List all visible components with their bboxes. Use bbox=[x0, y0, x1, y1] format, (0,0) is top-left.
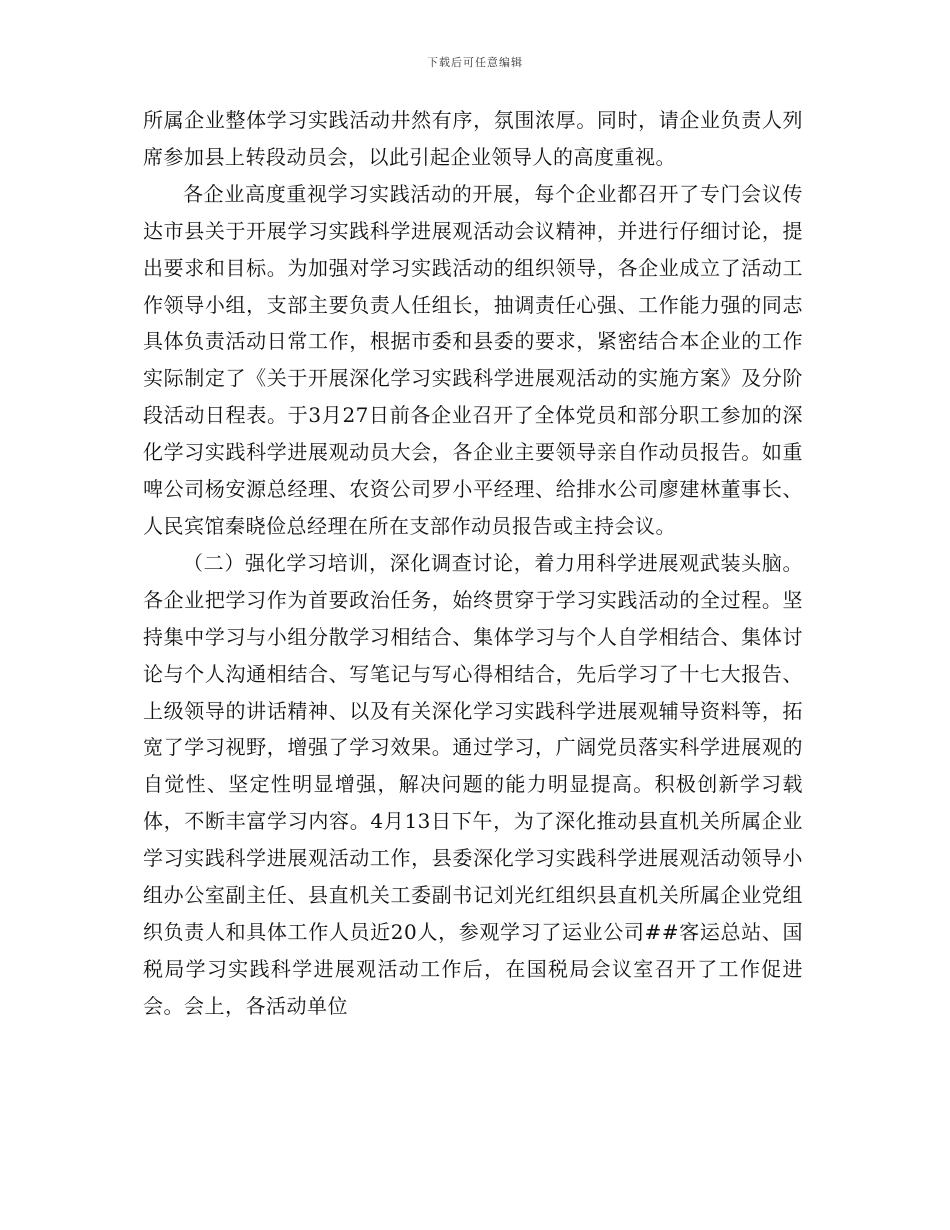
page-header: 下载后可任意编辑 bbox=[427, 56, 523, 69]
paragraph-1: 所属企业整体学习实践活动井然有序，氛围浓厚。同时，请企业负责人列席参加县上转段动员会，以此引起企业领导人的高度重视。 bbox=[143, 108, 803, 169]
document-body bbox=[143, 102, 803, 1025]
paragraph-2: 各企业高度重视学习实践活动的开展，每个企业都召开了专门会议传达市县关于开展学习实践科学进展观活动会议精神，并进行仔细讨论，提出要求和目标。为加强对学习实践活动的组织领导，各企业成立了活动工作领导小组，支部主要负责人任组长，抽调责任心强、工作能力强的同志具体负责活动日常工作，根据市委和县委的要求，紧密结合本企业的工作实际制定了《关于开展深化学习实践科学进展观活动的实施方案》及分阶段活动日程表。于3月27日前各企业召开了全体党员和部分职工参加的深化学习实践科学进展观动员大会，各企业主要领导亲自作动员报告。如重啤公司杨安源总经理、农资公司罗小平经理、给排水公司廖建林董事长、人民宾馆秦晓俭总经理在所在支部作动员报告或主持会议。 bbox=[143, 181, 803, 538]
paragraph-3: （二）强化学习培训，深化调查讨论，着力用科学进展观武装头脑。各企业把学习作为首要政治任务，始终贯穿于学习实践活动的全过程。坚持集中学习与小组分散学习相结合、集体学习与个人自学相结合、集体讨论与个人沟通相结合、写笔记与写心得相结合，先后学习了十七大报告、上级领导的讲话精神、以及有关深化学习实践科学进展观辅导资料等，拓宽了学习视野，增强了学习效果。通过学习，广阔党员落实科学进展观的自觉性、坚定性明显增强，解决问题的能力明显提高。积极创新学习载体，不断丰富学习内容。4月13日下午，为了深化推动县直机关所属企业学习实践科学进展观活动工作，县委深化学习实践科学进展观活动领导小组办公室副主任、县直机关工委副书记刘光红组织县直机关所属企业党组织负责人和具体工作人员近20人，参观学习了运业公司##客运总站、国税局学习实践科学进展观活动工作后，在国税局会议室召开了工作促进会。会上，各活动单位 bbox=[143, 550, 803, 1018]
